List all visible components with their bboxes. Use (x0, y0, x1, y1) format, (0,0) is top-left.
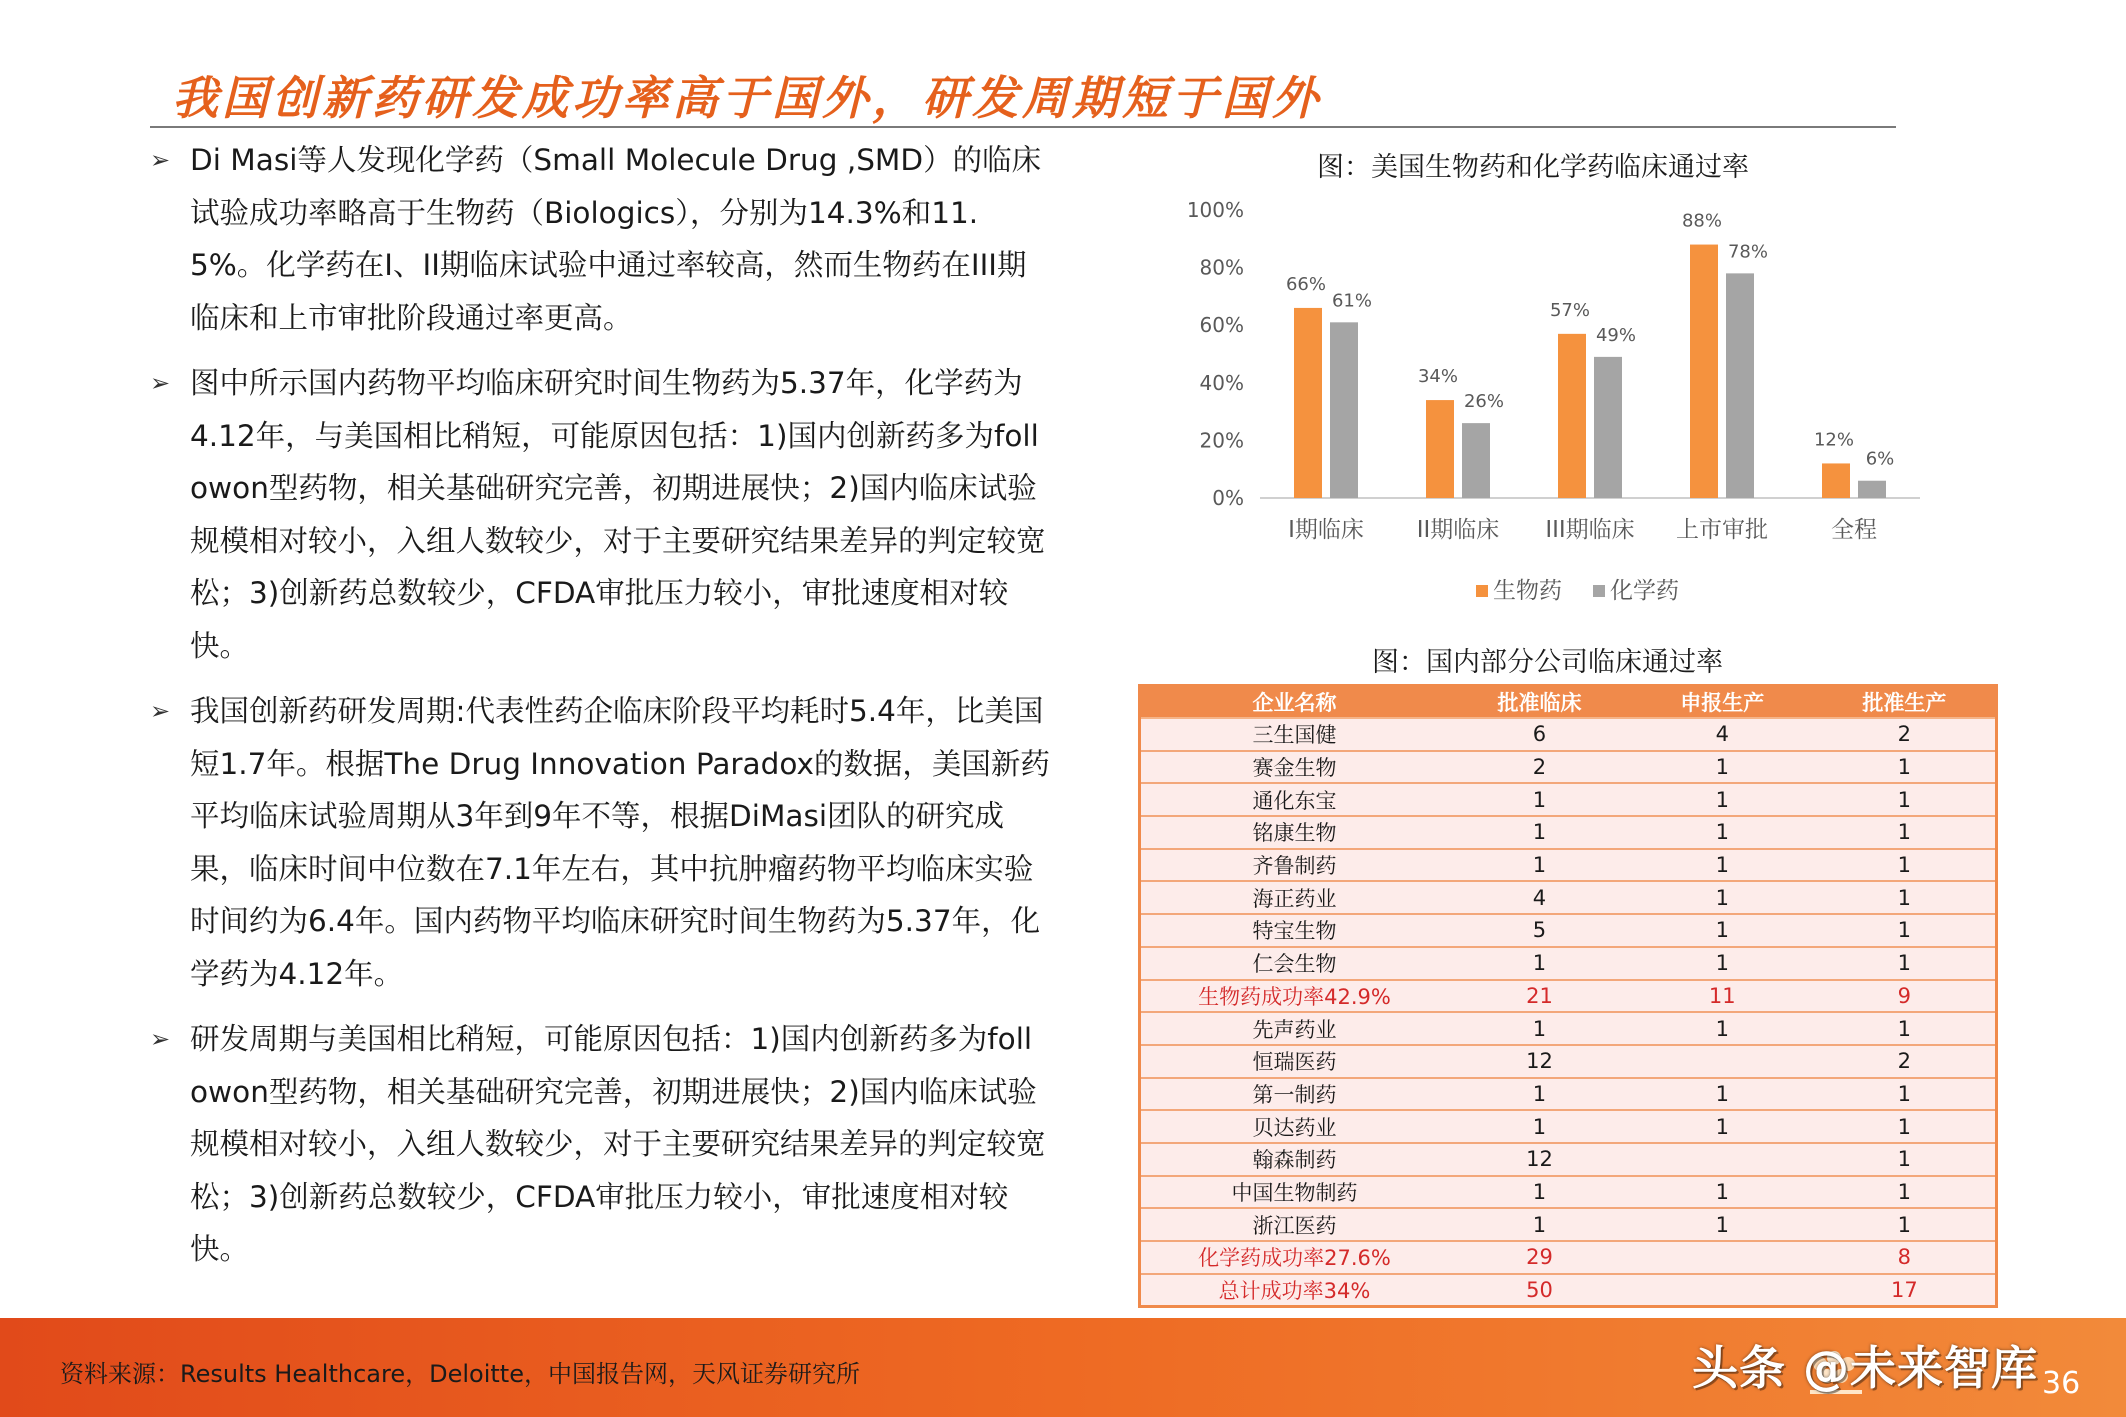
y-tick-label: 40% (1199, 370, 1244, 395)
table-row (1140, 1012, 1997, 1045)
table-row (1140, 1045, 1997, 1078)
bar (1426, 400, 1454, 498)
table-row (1140, 1078, 1997, 1111)
cell-applied-production: 1 (1631, 1110, 1814, 1143)
table-title: 图：国内部分公司临床通过率 (1372, 647, 1723, 678)
legend-label: 化学药 (1610, 578, 1679, 604)
cell-approved-clinical: 1 (1448, 1208, 1631, 1241)
cell-applied-production: 1 (1631, 783, 1814, 816)
cell-applied-production: 1 (1631, 1078, 1814, 1111)
table-row (1140, 1110, 1997, 1143)
table-row (1140, 1274, 1997, 1307)
y-tick-label: 20% (1199, 428, 1244, 453)
cell-approved-clinical: 1 (1448, 849, 1631, 882)
table-row (1140, 1143, 1997, 1176)
cell-company: 三生国健 (1140, 718, 1449, 751)
table-row (1140, 849, 1997, 882)
cell-approved-production: 1 (1814, 914, 1997, 947)
table-header-row (1140, 686, 1997, 719)
cell-applied-production: 1 (1631, 849, 1814, 882)
cell-applied-production (1631, 1143, 1814, 1176)
cell-approved-production: 17 (1814, 1274, 1997, 1307)
table-row (1140, 914, 1997, 947)
table-row (1140, 881, 1997, 914)
cell-applied-production: 1 (1631, 881, 1814, 914)
clinical-pass-rate-chart (1180, 190, 1960, 620)
cell-approved-clinical: 1 (1448, 1078, 1631, 1111)
cell-company: 齐鲁制药 (1140, 849, 1449, 882)
bullet-text: 图中所示国内药物平均临床研究时间生物药为5.37年，化学药为4.12年，与美国相比稍短，可能原因包括：1)国内创新药多为followon型药物，相关基础研究完善，初期进展快；2)国内临床试验规模相对较小，入组人数较少，对于主要研究结果差异的判定较宽松；3)创新药总数较少，CFDA审批压力较小，审批速度相对较快。 (190, 366, 1046, 663)
bar (1594, 357, 1622, 498)
header-approved-clinical: 批准临床 (1448, 686, 1631, 719)
bullet-item (150, 685, 1050, 1000)
bar (1726, 273, 1754, 498)
bullet-text: Di Masi等人发现化学药（Small Molecule Drug ,SMD）的临床试验成功率略高于生物药（Biologics），分别为14.3%和11.5%。化学药在I、II期临床试验中通过率较高，然而生物药在III期临床和上市审批阶段通过率更高。 (190, 143, 1042, 335)
header-approved-production: 批准生产 (1814, 686, 1997, 719)
table-row (1140, 1241, 1997, 1274)
cell-approved-clinical: 29 (1448, 1241, 1631, 1274)
cell-approved-production: 1 (1814, 1176, 1997, 1209)
cell-company: 生物药成功率42.9% (1140, 980, 1449, 1013)
cell-approved-production: 1 (1814, 1208, 1997, 1241)
bar (1294, 308, 1322, 498)
cell-applied-production: 1 (1631, 1012, 1814, 1045)
cell-approved-production: 2 (1814, 1045, 1997, 1078)
cell-company: 赛金生物 (1140, 751, 1449, 784)
data-label: 66% (1285, 273, 1327, 295)
cell-approved-production: 2 (1814, 718, 1997, 751)
cell-applied-production: 4 (1631, 718, 1814, 751)
x-tick-label: I期临床 (1288, 517, 1364, 543)
cell-approved-clinical: 1 (1448, 816, 1631, 849)
data-label: 6% (1865, 448, 1895, 470)
table-row (1140, 751, 1997, 784)
cell-applied-production (1631, 1241, 1814, 1274)
table-row (1140, 947, 1997, 980)
cell-approved-clinical: 1 (1448, 1110, 1631, 1143)
table-row (1140, 783, 1997, 816)
arrow-bullet-icon: ➢ (150, 369, 171, 397)
cell-approved-production: 1 (1814, 1078, 1997, 1111)
cell-approved-production: 1 (1814, 947, 1997, 980)
cell-approved-clinical: 1 (1448, 783, 1631, 816)
page-title: 我国创新药研发成功率高于国外，研发周期短于国外 (172, 71, 1322, 125)
cell-approved-clinical: 1 (1448, 1012, 1631, 1045)
cell-applied-production: 1 (1631, 816, 1814, 849)
chart-title: 图：美国生物药和化学药临床通过率 (1317, 152, 1749, 183)
cell-approved-clinical: 4 (1448, 881, 1631, 914)
cell-approved-production: 1 (1814, 1143, 1997, 1176)
header-applied-production: 申报生产 (1631, 686, 1814, 719)
cell-approved-clinical: 12 (1448, 1045, 1631, 1078)
arrow-bullet-icon: ➢ (150, 1025, 171, 1053)
table-row (1140, 980, 1997, 1013)
cell-company: 第一制药 (1140, 1078, 1449, 1111)
cell-company: 化学药成功率27.6% (1140, 1241, 1449, 1274)
cell-approved-clinical: 2 (1448, 751, 1631, 784)
x-tick-label: II期临床 (1416, 517, 1500, 543)
table-row (1140, 1176, 1997, 1209)
legend-swatch (1476, 585, 1488, 597)
cell-approved-production: 9 (1814, 980, 1997, 1013)
cell-company: 通化东宝 (1140, 783, 1449, 816)
table-row (1140, 718, 1997, 751)
y-tick-label: 100% (1186, 198, 1244, 222)
bar (1558, 334, 1586, 498)
legend-swatch (1593, 585, 1605, 597)
cell-approved-clinical: 21 (1448, 980, 1631, 1013)
cell-approved-production: 1 (1814, 783, 1997, 816)
bar (1690, 245, 1718, 498)
cell-approved-production: 1 (1814, 1012, 1997, 1045)
header-company: 企业名称 (1140, 686, 1449, 719)
bullet-text: 研发周期与美国相比稍短，可能原因包括：1)国内创新药多为followon型药物，相关基础研究完善，初期进展快；2)国内临床试验规模相对较小，入组人数较少，对于主要研究结果差异的判定较宽松；3)创新药总数较少，CFDA审批压力较小，审批速度相对较快。 (190, 1022, 1046, 1266)
cell-approved-production: 8 (1814, 1241, 1997, 1274)
cell-company: 贝达药业 (1140, 1110, 1449, 1143)
cell-approved-clinical: 50 (1448, 1274, 1631, 1307)
y-tick-label: 80% (1199, 255, 1244, 280)
bar (1462, 423, 1490, 498)
cell-approved-production: 1 (1814, 849, 1997, 882)
cell-approved-clinical: 6 (1448, 718, 1631, 751)
cell-applied-production: 1 (1631, 947, 1814, 980)
page-number: 36 (2042, 1366, 2081, 1401)
cell-approved-production: 1 (1814, 1110, 1997, 1143)
cell-applied-production: 1 (1631, 751, 1814, 784)
table-row (1140, 816, 1997, 849)
cell-approved-production: 1 (1814, 881, 1997, 914)
cell-company: 铭康生物 (1140, 816, 1449, 849)
data-label: 88% (1681, 210, 1723, 232)
company-pass-rate-table (1138, 684, 1998, 1308)
bar (1858, 481, 1886, 498)
cell-company: 浙江医药 (1140, 1208, 1449, 1241)
arrow-bullet-icon: ➢ (150, 697, 171, 725)
cell-company: 恒瑞医药 (1140, 1045, 1449, 1078)
bar (1330, 322, 1358, 498)
data-label: 57% (1549, 299, 1591, 321)
cell-company: 总计成功率34% (1140, 1274, 1449, 1307)
cell-applied-production (1631, 1045, 1814, 1078)
table-row (1140, 1208, 1997, 1241)
bullet-list (150, 130, 1050, 1276)
cell-company: 仁会生物 (1140, 947, 1449, 980)
cell-approved-clinical: 12 (1448, 1143, 1631, 1176)
cell-approved-clinical: 1 (1448, 947, 1631, 980)
data-label: 34% (1417, 366, 1459, 388)
legend-label: 生物药 (1493, 578, 1562, 604)
cell-applied-production: 1 (1631, 1208, 1814, 1241)
data-label: 78% (1727, 241, 1769, 263)
data-label: 61% (1331, 290, 1373, 312)
watermark-text: 头条 @未来智库 (1692, 1341, 2039, 1395)
cell-company: 翰森制药 (1140, 1143, 1449, 1176)
bullet-item (150, 134, 1050, 344)
cell-applied-production: 11 (1631, 980, 1814, 1013)
cell-applied-production: 1 (1631, 914, 1814, 947)
y-tick-label: 60% (1199, 313, 1244, 338)
source-note: 资料来源：Results Healthcare，Deloitte，中国报告网，天风证券研究所 (60, 1360, 860, 1388)
bullet-item (150, 357, 1050, 672)
data-label: 12% (1813, 429, 1855, 451)
data-label: 26% (1463, 391, 1505, 413)
bullet-item (150, 1013, 1050, 1276)
cell-company: 先声药业 (1140, 1012, 1449, 1045)
title-divider (150, 126, 1896, 128)
cell-company: 中国生物制药 (1140, 1176, 1449, 1209)
bullet-text: 我国创新药研发周期:代表性药企临床阶段平均耗时5.4年，比美国短1.7年。根据The Drug Innovation Paradox的数据，美国新药平均临床试验周期从3年到9年不等，根据DiMasi团队的研究成果，临床时间中位数在7.1年左右，其中抗肿瘤药物平均临床实验时间约为6.4年。国内药物平均临床研究时间生物药为5.37年，化学药为4.12年。 (190, 694, 1050, 991)
footer-bar (0, 1318, 2126, 1417)
x-tick-label: III期临床 (1545, 517, 1635, 543)
cell-approved-production: 1 (1814, 751, 1997, 784)
cell-approved-clinical: 5 (1448, 914, 1631, 947)
table-body (1140, 718, 1997, 1306)
cell-company: 海正药业 (1140, 881, 1449, 914)
cell-applied-production: 1 (1631, 1176, 1814, 1209)
bar (1822, 463, 1850, 498)
x-tick-label: 全程 (1831, 517, 1877, 543)
data-label: 49% (1595, 324, 1637, 346)
cell-approved-production: 1 (1814, 816, 1997, 849)
x-tick-label: 上市审批 (1676, 517, 1768, 543)
y-tick-label: 0% (1212, 486, 1244, 510)
cell-applied-production (1631, 1274, 1814, 1307)
arrow-bullet-icon: ➢ (150, 146, 171, 174)
cell-approved-clinical: 1 (1448, 1176, 1631, 1209)
cell-company: 特宝生物 (1140, 914, 1449, 947)
